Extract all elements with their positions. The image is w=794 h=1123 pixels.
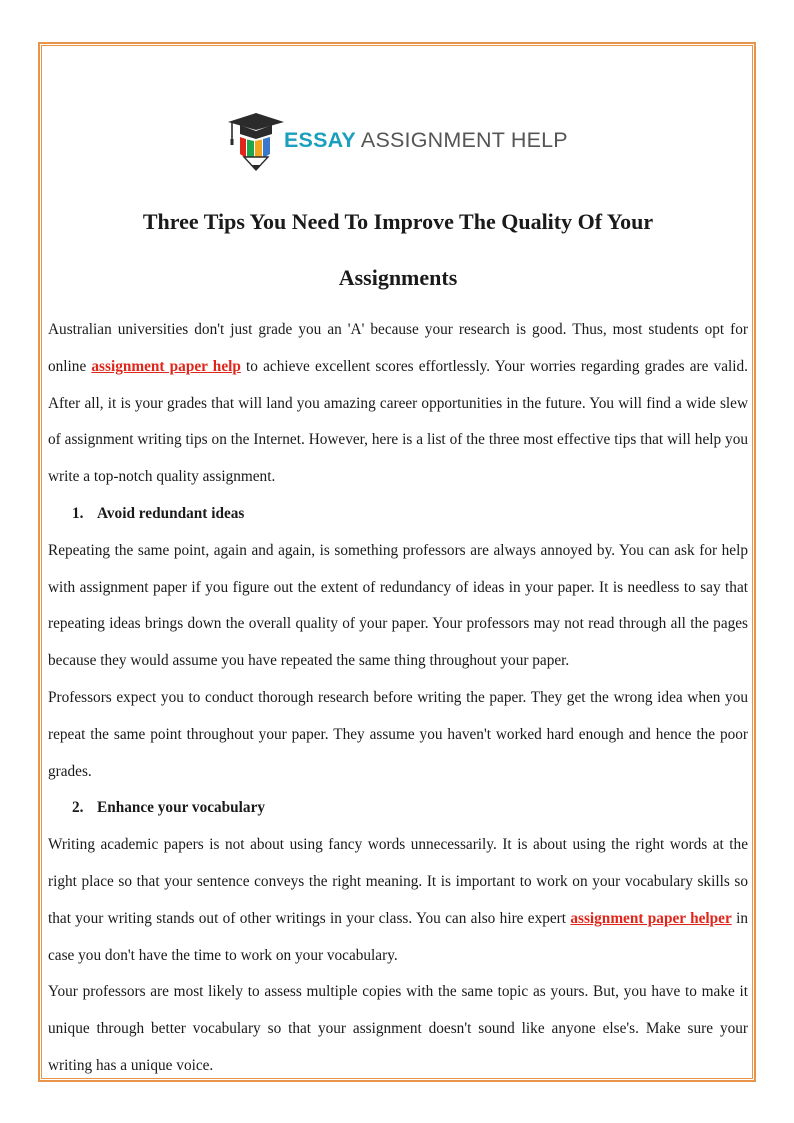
section-2-heading <box>48 790 748 827</box>
logo-wordmark <box>284 128 568 153</box>
section-1-number: 1. <box>72 504 84 522</box>
section-1-heading <box>48 496 748 533</box>
section-2-heading-text: Enhance your vocabulary <box>97 799 266 817</box>
intro-text-end: to achieve excellent scores effortlessly. Your worries regarding grades are valid. After all, it is your grades that will land you amazing career opportunities in the future. You will find a wide slew of assignment writing tips on the Internet. However, here is a list of the three most effective tips that will help you write a top-notch quality assignment. <box>48 357 748 486</box>
intro-paragraph <box>48 312 748 496</box>
section-1-paragraph-2: Professors expect you to conduct thorough research before writing the paper. They get the wrong idea when you repeat the same point throughout your paper. They assume you haven't worked hard enough and hence the poor grades. <box>48 688 748 780</box>
section-2-text-end: in case you don't have the time to work on your vocabulary. <box>48 909 748 964</box>
graduation-cap-pencil-icon <box>226 110 286 172</box>
section-1-heading-text: Avoid redundant ideas <box>97 504 245 522</box>
logo-word-assignment-help: ASSIGNMENT HELP <box>355 128 568 152</box>
article-body <box>48 312 748 1085</box>
section-2-number: 2. <box>72 799 84 817</box>
section-2-paragraph-2: Your professors are most likely to assess multiple copies with the same topic as yours. But, you have to make it unique through better vocabulary so that your assignment doesn't sound like anyone else's. Make sure your writing has a unique voice. <box>48 983 748 1074</box>
assignment-paper-helper-link[interactable]: assignment paper helper <box>570 909 732 927</box>
brand-logo <box>226 110 576 172</box>
intro-text-start: Australian universities don't just grade you an 'A' because your research is good. Thus, most students opt for online <box>48 321 748 375</box>
section-2-paragraph-1 <box>48 827 748 974</box>
section-2-text-start: Writing academic papers is not about using fancy words unnecessarily. It is about using the right words at the right place so that your sentence conveys the right meaning. It is important to work on your vocabulary skills so that your writing stands out of other writings in your class. You can also hire expert <box>48 836 748 927</box>
assignment-paper-help-link[interactable]: assignment paper help <box>91 357 241 375</box>
page-title-line-2: Assignments <box>338 265 458 290</box>
logo-word-essay: ESSAY <box>284 128 356 152</box>
page-title-line-1: Three Tips You Need To Improve The Quality Of Your <box>142 209 654 234</box>
section-1-paragraph-1: Repeating the same point, again and again, is something professors are always annoyed by. You can ask for help with assignment paper if you figure out the extent of redundancy of ideas in your paper. It is needless to say that repeating ideas brings down the overall quality of your paper. Your professors may not read through all the pages because they would assume you have repeated the same thing throughout your paper. <box>48 541 748 670</box>
